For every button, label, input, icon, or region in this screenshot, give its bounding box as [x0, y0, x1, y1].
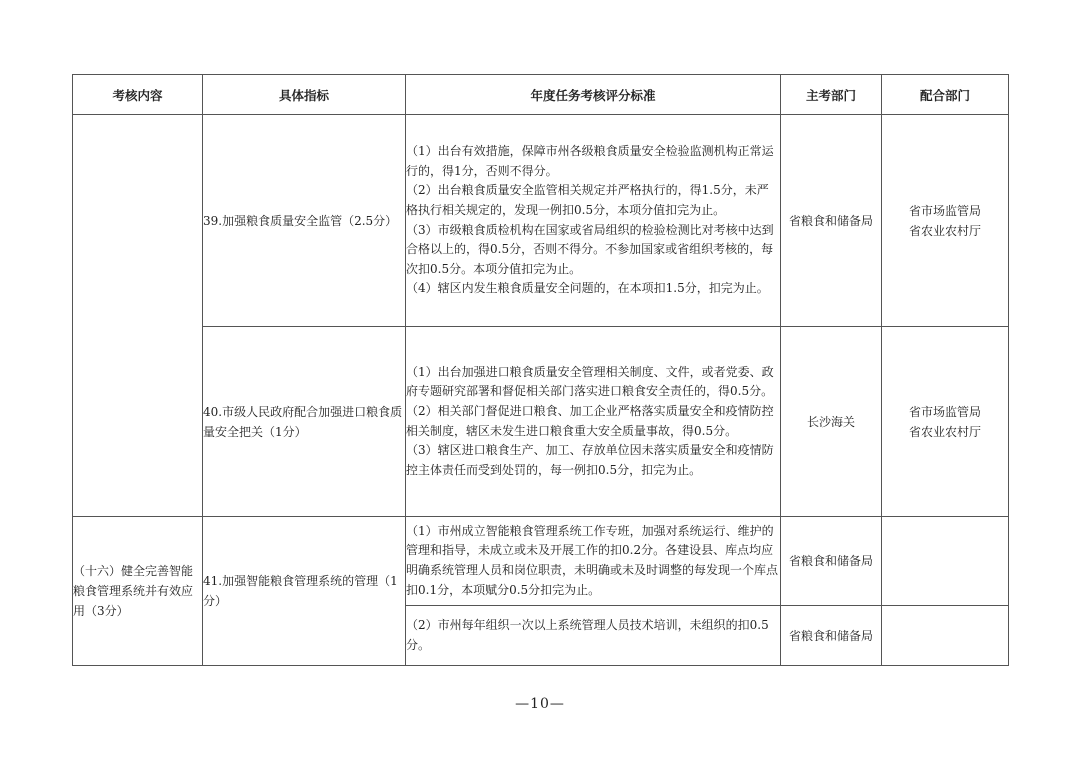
header-content: 考核内容: [73, 75, 203, 115]
criteria-item: （1）出台有效措施，保障市州各级粮食质量安全检验监测机构正常运行的，得1分，否则不得分。: [406, 144, 774, 178]
header-assist-department: 配合部门: [882, 75, 1009, 115]
content-cell: （十六）健全完善智能粮食管理系统并有效应用（3分）: [73, 517, 203, 666]
assessment-table: [72, 74, 1009, 666]
table-row: [73, 517, 1009, 606]
lead-department-cell: 省粮食和储备局: [781, 115, 882, 327]
header-criteria: 年度任务考核评分标准: [406, 75, 781, 115]
assist-department-cell: [882, 327, 1009, 517]
criteria-cell: [406, 606, 781, 666]
criteria-item: （3）辖区进口粮食生产、加工、存放单位因未落实质量安全和疫情防控主体责任而受到处罚的，每一例扣0.5分，扣完为止。: [406, 443, 774, 477]
criteria-item: （4）辖区内发生粮食质量安全问题的，在本项扣1.5分，扣完为止。: [406, 281, 769, 296]
table-header-row: [73, 75, 1009, 115]
lead-department-cell: 长沙海关: [781, 327, 882, 517]
header-indicator: 具体指标: [203, 75, 406, 115]
assist-department-cell: [882, 517, 1009, 606]
table-row: [73, 115, 1009, 327]
assist-department-item: 省市场监管局: [908, 404, 981, 419]
lead-department-cell: 省粮食和储备局: [781, 517, 882, 606]
criteria-item: （2）相关部门督促进口粮食、加工企业严格落实质量安全和疫情防控相关制度，辖区未发生进口粮食重大安全质量事故，得0.5分。: [406, 403, 774, 438]
criteria-item: （3）市级粮食质检机构在国家或省局组织的检验检测比对考核中达到合格以上的，得0.5分，否则不得分。不参加国家或省组织考核的，每次扣0.5分。本项分值扣完为止。: [406, 222, 774, 276]
criteria-cell: [406, 517, 781, 606]
criteria-item: （1）出台加强进口粮食质量安全管理相关制度、文件，或者党委、政府专题研究部署和督促相关部门落实进口粮食安全责任的，得0.5分。: [406, 364, 774, 399]
table-row: [73, 327, 1009, 517]
assist-department-item: 省市场监管局: [908, 203, 981, 218]
criteria-item: （2）市州每年组织一次以上系统管理人员技术培训，未组织的扣0.5分。: [406, 617, 769, 652]
assist-department-cell: [882, 115, 1009, 327]
indicator-cell: 41.加强智能粮食管理系统的管理（1分）: [203, 517, 406, 666]
assist-department-item: 省农业农村厅: [908, 223, 981, 238]
criteria-item: （1）市州成立智能粮食管理系统工作专班，加强对系统运行、维护的管理和指导，未成立或未及开展工作的扣0.2分。各建设县、库点均应明确系统管理人员和岗位职责，未明确或未及时调整的每发现一个库点扣0.1分，本项赋分0.5分扣完为止。: [406, 523, 779, 597]
content-cell: [73, 115, 203, 517]
criteria-cell: [406, 115, 781, 327]
indicator-cell: 40.市级人民政府配合加强进口粮食质量安全把关（1分）: [203, 327, 406, 517]
indicator-cell: 39.加强粮食质量安全监管（2.5分）: [203, 115, 406, 327]
assist-department-cell: [882, 606, 1009, 666]
assist-department-item: 省农业农村厅: [908, 424, 981, 439]
criteria-cell: [406, 327, 781, 517]
lead-department-cell: 省粮食和储备局: [781, 606, 882, 666]
criteria-item: （2）出台粮食质量安全监管相关规定并严格执行的，得1.5分，未严格执行相关规定的，发现一例扣0.5分，本项分值扣完为止。: [406, 183, 769, 217]
page-number: —10—: [515, 696, 565, 712]
header-lead-department: 主考部门: [781, 75, 882, 115]
